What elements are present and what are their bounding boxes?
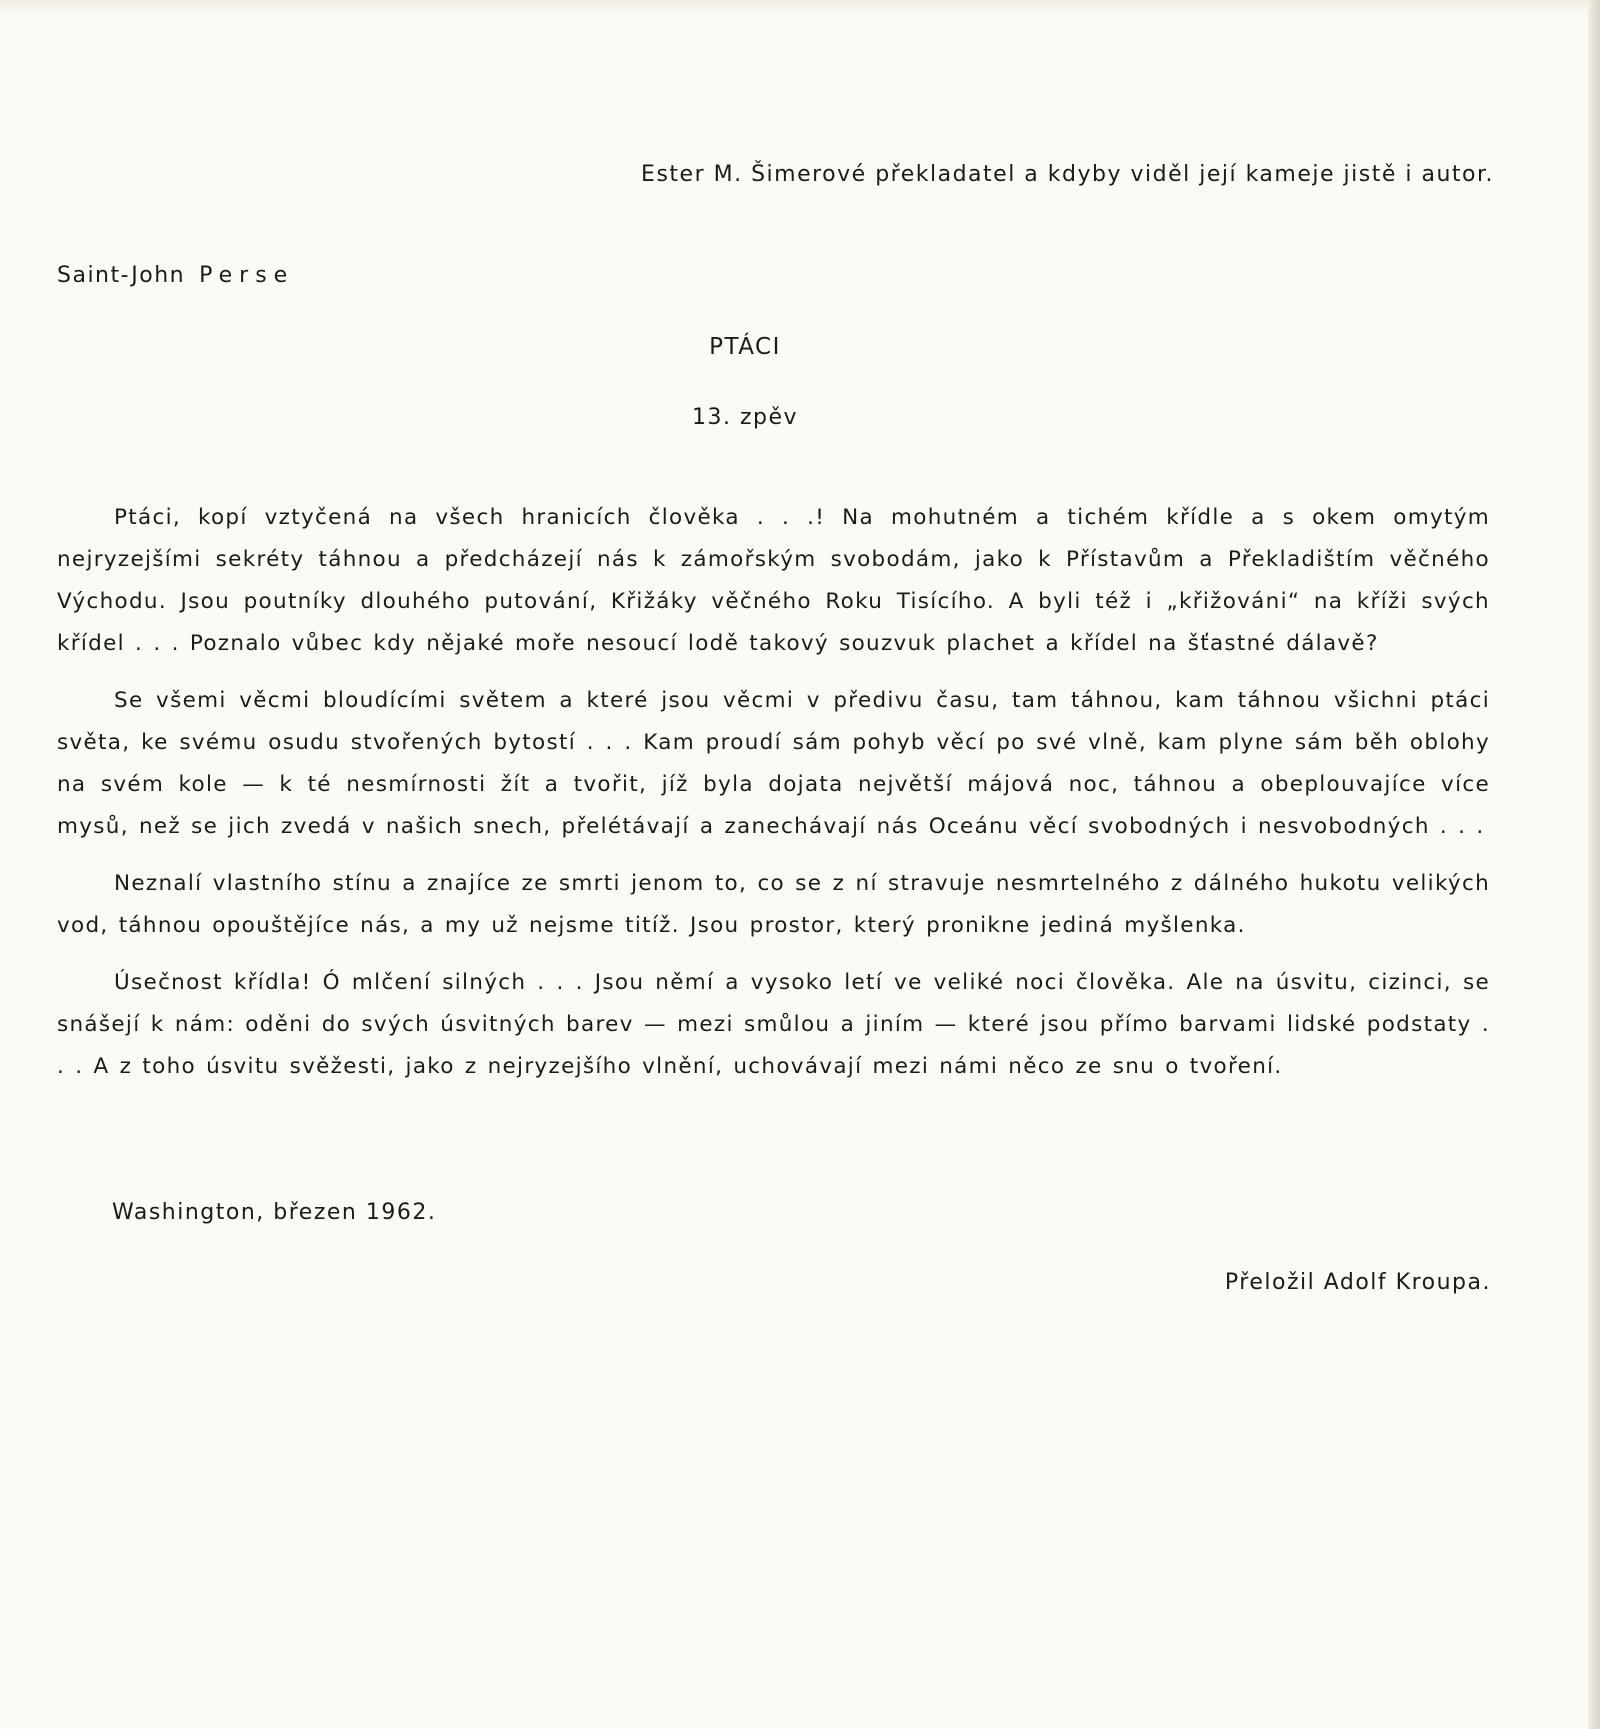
translator-credit: Přeložil Adolf Kroupa. (1224, 1270, 1491, 1295)
paragraph-2: Se všemi věcmi bloudícími světem a které jsou věcmi v předivu času, tam táhnou, kam táhnou všichni ptáci světa, ke svému osudu stvořených bytostí . . . Kam proudí sám pohyb věcí po své vlně, kam plyne sám běh oblohy na svém kole — k té nesmírnosti žít a tvořit, jíž byla dojata největší májová noc, táhnou a obeplouvajíce více mysů, než se jich zvedá v našich snech, přelétávají a zanechávají nás Oceánu věcí svobodných i nesvobodných . . . (57, 688, 1490, 839)
paragraph-4: Úsečnost křídla! Ó mlčení silných . . . Jsou němí a vysoko letí ve veliké noci člověka. Ale na úsvitu, cizinci, se snášejí k nám: oděni do svých úsvitných barev — mezi smůlou a jiním — které jsou přímo barvami lidské podstaty . . . A z toho úsvitu svěžesti, jako z nejryzejšího vlnění, uchovávají mezi námi něco ze snu o tvoření. (57, 970, 1490, 1079)
poem-subtitle: 13. zpěv (691, 405, 799, 430)
dedication: Ester M. Šimerové překladatel a kdyby viděl její kameje jistě i autor. (641, 162, 1494, 187)
poem-body (57, 497, 1490, 1103)
paragraph-3: Neznalí vlastního stínu a znajíce ze smrti jenom to, co se z ní stravuje nesmrtelného z dálného hukotu velikých vod, táhnou opouštějíce nás, a my už nejsme titíž. Jsou prostor, který pronikne jediná myšlenka. (57, 871, 1490, 938)
author-name (57, 263, 294, 288)
page-top-edge (0, 0, 1600, 14)
author-first-name: Saint-John (57, 263, 186, 288)
author-last-name: Perse (199, 263, 295, 288)
place-date: Washington, březen 1962. (112, 1200, 437, 1225)
page-right-edge (1588, 0, 1600, 1729)
poem-title: PTÁCI (709, 334, 781, 360)
paragraph-1: Ptáci, kopí vztyčená na všech hranicích člověka . . .! Na mohutném a tichém křídle a s okem omytým nejryzejšími sekréty táhnou a předcházejí nás k zámořským svobodám, jako k Přístavům a Překladištím věčného Východu. Jsou poutníky dlouhého putování, Křižáky věčného Roku Tisícího. A byli též i „křižováni“ na kříži svých křídel . . . Poznalo vůbec kdy nějaké moře nesoucí lodě takový souzvuk plachet a křídel na šťastné dálavě? (57, 505, 1490, 656)
